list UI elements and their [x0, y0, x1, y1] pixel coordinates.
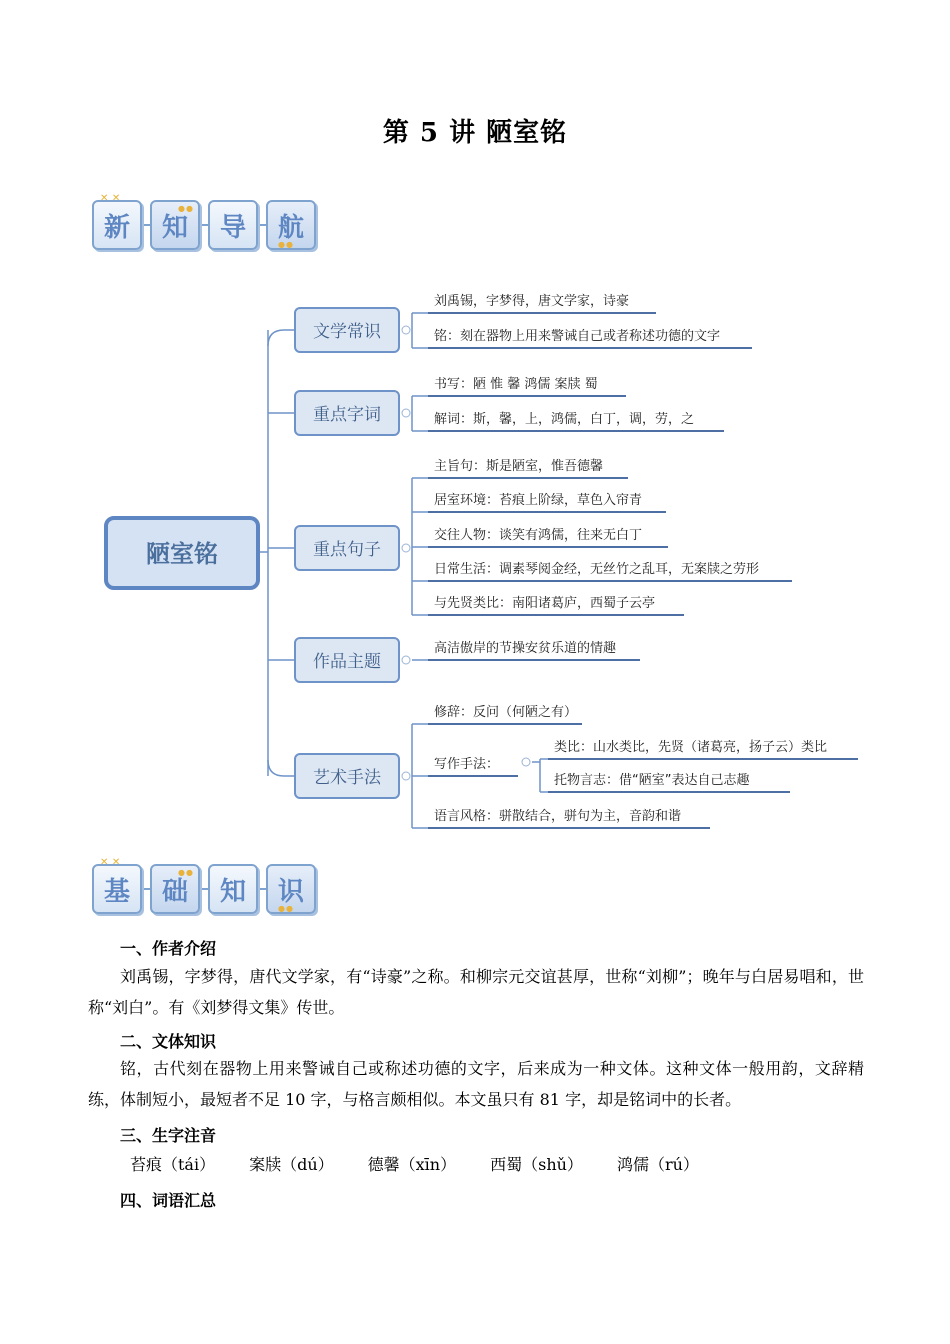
- section-heading: 三、生字注音: [120, 1126, 217, 1145]
- star-icon: ✕ ✕: [100, 193, 121, 204]
- leaf-text: 解词：斯，馨，上，鸿儒，白丁，调，劳，之: [434, 412, 695, 427]
- mind-map: [0, 280, 950, 840]
- dots-icon: ●●: [278, 240, 294, 249]
- leaf-text: 语言风格：骈散结合，骈句为主，音韵和谐: [434, 809, 682, 824]
- root-label: 陋室铭: [146, 540, 218, 568]
- branch-label: 作品主题: [313, 652, 381, 672]
- leaf-text: 托物言志：借“陋室”表达自己志趣: [554, 773, 750, 788]
- banner-tile: 知: [208, 864, 258, 914]
- section-paragraph: 刘禹锡，字梦得，唐代文学家，有“诗豪”之称。和柳宗元交谊甚厚，世称“刘柳”；晚年与白居易唱和，世称“刘白”。有《刘梦得文集》传世。: [88, 967, 864, 1017]
- section-heading: 一、作者介绍: [120, 939, 217, 958]
- leaf-text: 主旨句：斯是陋室，惟吾德馨: [434, 459, 604, 474]
- banner-tile: 航 ●●: [266, 200, 316, 250]
- leaf-text: 写作手法：: [434, 757, 500, 772]
- banner-tile: 础 ●●: [150, 864, 200, 914]
- branch-node: [295, 391, 399, 435]
- branch-label: 重点句子: [313, 540, 381, 560]
- banner-tile: ✕ ✕ 新: [92, 200, 142, 250]
- banner-tile: 知 ●●: [150, 200, 200, 250]
- pronunciation-item: 德馨（xīn）: [367, 1155, 457, 1174]
- branch-label: 文学常识: [313, 322, 381, 342]
- pronunciation-item: 西蜀（shǔ）: [490, 1155, 583, 1174]
- pronunciation-item: 案牍（dú）: [249, 1155, 334, 1174]
- section-heading: 二、文体知识: [120, 1032, 217, 1051]
- branch-node: [295, 526, 399, 570]
- leaf-text: 高洁傲岸的节操安贫乐道的情趣: [434, 641, 617, 656]
- leaf-text: 居室环境：苔痕上阶绿，草色入帘青: [434, 493, 643, 508]
- leaf-text: 书写：陋 惟 馨 鸿儒 案牍 蜀: [434, 377, 598, 392]
- section-heading: 四、词语汇总: [120, 1191, 217, 1210]
- banner-tile: 识 ●●: [266, 864, 316, 914]
- leaf-text: 与先贤类比：南阳诸葛庐，西蜀子云亭: [434, 596, 656, 611]
- banner-new-knowledge: [92, 193, 316, 252]
- leaf-text: 交往人物：谈笑有鸿儒，往来无白丁: [434, 528, 643, 543]
- branch-label: 重点字词: [313, 405, 381, 425]
- root-node: [106, 518, 258, 588]
- pronunciation-list: [130, 1152, 733, 1175]
- banner-tile: 导: [208, 200, 258, 250]
- leaf-text: 铭：刻在器物上用来警诫自己或者称述功德的文字: [434, 329, 721, 344]
- branch-node: [295, 754, 399, 798]
- star-icon: ✕ ✕: [100, 857, 121, 868]
- dots-icon: ●●: [178, 204, 194, 213]
- leaf-text: 日常生活：调素琴阅金经，无丝竹之乱耳，无案牍之劳形: [434, 562, 760, 577]
- section-paragraph: 铭，古代刻在器物上用来警诫自己或称述功德的文字，后来成为一种文体。这种文体一般用韵，文辞精练，体制短小，最短者不足 10 字，与格言颇相似。本文虽只有 81 字，却是铭词中的长者。: [88, 1059, 864, 1109]
- banner-tile: ✕ ✕ 基: [92, 864, 142, 914]
- leaf-text: 类比：山水类比，先贤（诸葛亮，扬子云）类比: [554, 740, 828, 755]
- pronunciation-item: 鸿儒（rú）: [616, 1155, 699, 1174]
- banner-basic-knowledge: [92, 857, 316, 916]
- branch-label: 艺术手法: [313, 768, 381, 788]
- pronunciation-item: 苔痕（tái）: [130, 1155, 216, 1174]
- page-title: 第 5 讲 陋室铭: [382, 118, 568, 148]
- branch-node: [295, 638, 399, 682]
- dots-icon: ●●: [278, 904, 294, 913]
- leaf-text: 刘禹锡，字梦得，唐文学家，诗豪: [434, 294, 630, 309]
- branch-node: [295, 308, 399, 352]
- leaf-text: 修辞：反问（何陋之有）: [434, 705, 578, 720]
- dots-icon: ●●: [178, 868, 194, 877]
